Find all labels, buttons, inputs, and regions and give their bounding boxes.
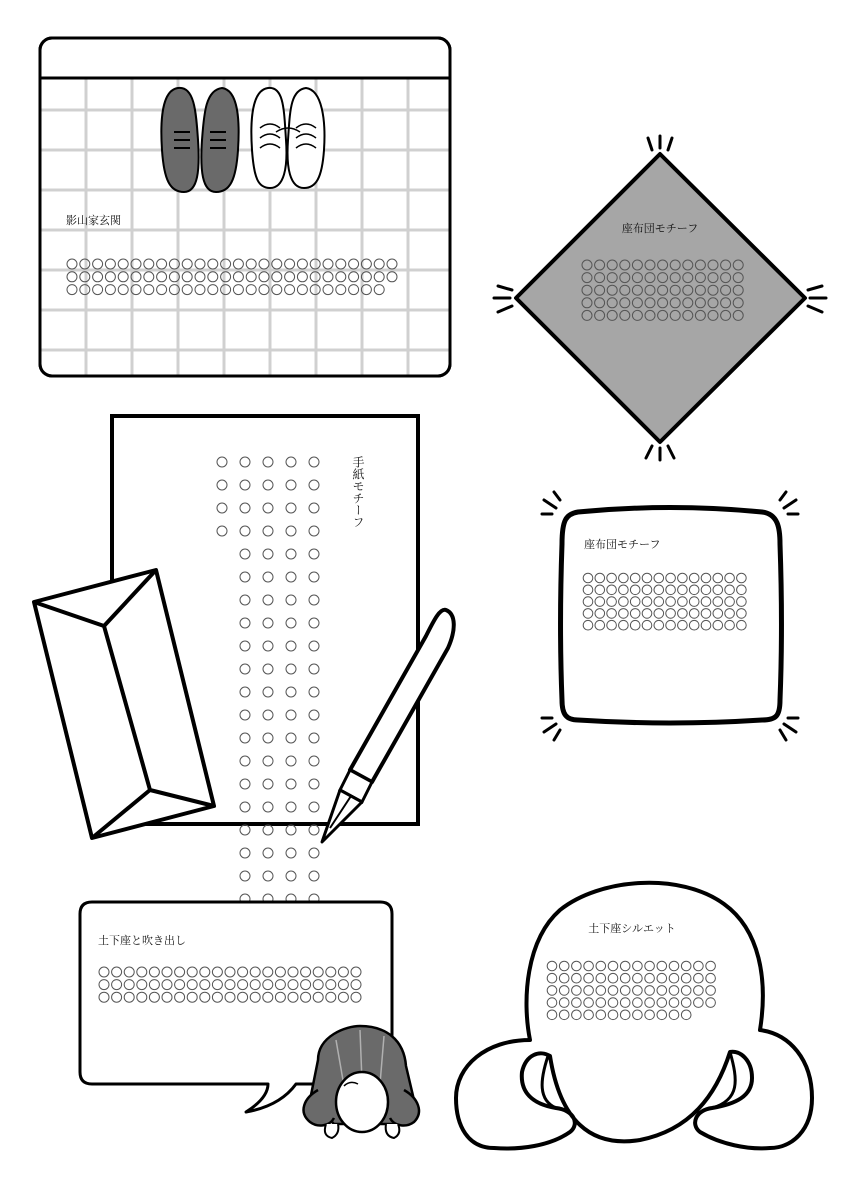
- placeholder-circle: [240, 871, 250, 881]
- placeholder-circle: [309, 825, 319, 835]
- placeholder-circle: [286, 848, 296, 858]
- cushion-diamond-label: 座布団モチーフ: [621, 222, 699, 235]
- cushion-square-panel: [542, 492, 798, 740]
- cushion-square-label: 座布団モチーフ: [584, 538, 661, 551]
- dogeza-bubble-panel: [80, 902, 419, 1138]
- placeholder-circle: [240, 848, 250, 858]
- dogeza-silhouette-label: 土下座シルエット: [588, 922, 676, 935]
- placeholder-circle: [263, 825, 273, 835]
- placeholder-circle: [240, 825, 250, 835]
- placeholder-circle: [286, 825, 296, 835]
- entrance-label: 影山家玄関: [66, 214, 121, 227]
- dogeza-silhouette-panel: [456, 883, 812, 1149]
- placeholder-circle: [309, 848, 319, 858]
- cushion-diamond-panel: [494, 136, 826, 460]
- letter-label: 手紙モチーフ: [351, 456, 365, 528]
- dogeza-bubble-label: 土下座と吹き出し: [98, 934, 186, 947]
- placeholder-circle: [263, 871, 273, 881]
- entrance-panel: [40, 38, 450, 376]
- placeholder-circle: [309, 871, 319, 881]
- placeholder-circle: [286, 871, 296, 881]
- placeholder-circle: [263, 848, 273, 858]
